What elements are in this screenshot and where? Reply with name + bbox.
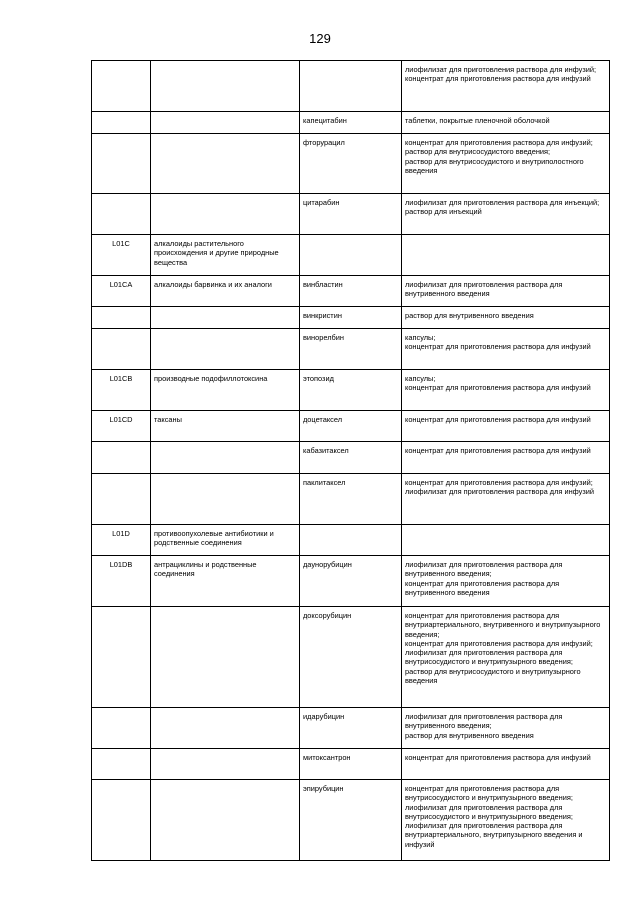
table-row	[92, 556, 610, 607]
dosage-form-cell: раствор для внутривенного введения	[402, 307, 610, 329]
table-body	[92, 61, 610, 861]
pharmacological-group-cell: антрациклины и родственные соединения	[151, 556, 300, 607]
dosage-form-cell: концентрат для приготовления раствора для инфузий	[402, 411, 610, 442]
dosage-form-cell: лиофилизат для приготовления раствора для инъекций; раствор для инъекций	[402, 194, 610, 235]
table-row	[92, 112, 610, 134]
table-row	[92, 474, 610, 525]
drug-name-cell: эпирубицин	[300, 780, 402, 861]
dosage-form-cell	[402, 235, 610, 276]
atc-code-cell	[92, 134, 151, 194]
atc-code-cell	[92, 194, 151, 235]
drug-name-cell: цитарабин	[300, 194, 402, 235]
pharmacological-group-cell	[151, 329, 300, 370]
atc-code-cell: L01CA	[92, 276, 151, 307]
table-row	[92, 442, 610, 474]
atc-code-cell: L01CD	[92, 411, 151, 442]
drug-name-cell: винкристин	[300, 307, 402, 329]
table-row	[92, 708, 610, 749]
atc-code-cell: L01CB	[92, 370, 151, 411]
pharmacological-group-cell: противоопухолевые антибиотики и родственные соединения	[151, 525, 300, 556]
drug-name-cell: митоксантрон	[300, 749, 402, 780]
atc-code-cell: L01D	[92, 525, 151, 556]
pharmacological-group-cell	[151, 442, 300, 474]
dosage-form-cell	[402, 525, 610, 556]
dosage-form-cell: капсулы; концентрат для приготовления раствора для инфузий	[402, 370, 610, 411]
atc-code-cell	[92, 61, 151, 112]
table-row	[92, 607, 610, 708]
atc-code-cell	[92, 708, 151, 749]
table-row	[92, 134, 610, 194]
table-row	[92, 307, 610, 329]
pharmacological-group-cell	[151, 112, 300, 134]
atc-code-cell	[92, 474, 151, 525]
drug-name-cell: винорелбин	[300, 329, 402, 370]
table-row	[92, 749, 610, 780]
atc-code-cell	[92, 780, 151, 861]
table-row	[92, 235, 610, 276]
table-row	[92, 370, 610, 411]
drug-name-cell	[300, 61, 402, 112]
dosage-form-cell: концентрат для приготовления раствора для инфузий	[402, 749, 610, 780]
dosage-form-cell: концентрат для приготовления раствора для инфузий; лиофилизат для приготовления раствора для инфузий	[402, 474, 610, 525]
pharmacological-group-cell	[151, 749, 300, 780]
pharmacological-group-cell: алкалоиды барвинка и их аналоги	[151, 276, 300, 307]
dosage-form-cell: лиофилизат для приготовления раствора для внутривенного введения	[402, 276, 610, 307]
atc-code-cell	[92, 112, 151, 134]
drug-name-cell: винбластин	[300, 276, 402, 307]
drug-name-cell	[300, 235, 402, 276]
drug-name-cell: доцетаксел	[300, 411, 402, 442]
drug-name-cell: паклитаксел	[300, 474, 402, 525]
dosage-form-cell: лиофилизат для приготовления раствора для внутривенного введения; концентрат для приготовления раствора для внутривенного введения	[402, 556, 610, 607]
dosage-form-cell: концентрат для приготовления раствора для инфузий; раствор для внутрисосудистого введения; раствор для внутрисосудистого и внутриполостного введения	[402, 134, 610, 194]
dosage-form-cell: концентрат для приготовления раствора для внутриартериального, внутривенного и внутрипузырного введения; концентрат для приготовления раствора для инфузий; лиофилизат для приготовления раствора для внутрисосудистого и внутрипузырного введения; раствор для внутрисосудистого и внутрипузырного введения	[402, 607, 610, 708]
dosage-form-cell: капсулы; концентрат для приготовления раствора для инфузий	[402, 329, 610, 370]
dosage-form-cell: концентрат для приготовления раствора для инфузий	[402, 442, 610, 474]
atc-code-cell	[92, 329, 151, 370]
atc-code-cell	[92, 607, 151, 708]
pharmacological-group-cell: производные подофиллотоксина	[151, 370, 300, 411]
drug-name-cell: идарубицин	[300, 708, 402, 749]
drug-name-cell: этопозид	[300, 370, 402, 411]
atc-code-cell: L01DB	[92, 556, 151, 607]
atc-code-cell: L01C	[92, 235, 151, 276]
drug-name-cell: фторурацил	[300, 134, 402, 194]
dosage-form-cell: лиофилизат для приготовления раствора для инфузий; концентрат для приготовления раствора для инфузий	[402, 61, 610, 112]
atc-code-cell	[92, 307, 151, 329]
table-row	[92, 411, 610, 442]
page-number: 129	[309, 31, 331, 46]
drug-name-cell: кабазитаксел	[300, 442, 402, 474]
medication-table	[91, 60, 610, 861]
pharmacological-group-cell: алкалоиды растительного происхождения и другие природные вещества	[151, 235, 300, 276]
table-row	[92, 276, 610, 307]
pharmacological-group-cell	[151, 607, 300, 708]
pharmacological-group-cell: таксаны	[151, 411, 300, 442]
pharmacological-group-cell	[151, 134, 300, 194]
table-row	[92, 329, 610, 370]
table-row	[92, 61, 610, 112]
drug-name-cell	[300, 525, 402, 556]
table-row	[92, 525, 610, 556]
dosage-form-cell: таблетки, покрытые пленочной оболочкой	[402, 112, 610, 134]
pharmacological-group-cell	[151, 780, 300, 861]
drug-name-cell: доксорубицин	[300, 607, 402, 708]
drug-name-cell: даунорубицин	[300, 556, 402, 607]
pharmacological-group-cell	[151, 61, 300, 112]
dosage-form-cell: концентрат для приготовления раствора для внутрисосудистого и внутрипузырного введения; лиофилизат для приготовления раствора для внутрисосудистого и внутрипузырного введения; лиофилизат для приготовления раствора для внутриартериального, внутрипузырного введения и инфузий	[402, 780, 610, 861]
atc-code-cell	[92, 442, 151, 474]
atc-code-cell	[92, 749, 151, 780]
pharmacological-group-cell	[151, 307, 300, 329]
table-row	[92, 780, 610, 861]
pharmacological-group-cell	[151, 474, 300, 525]
dosage-form-cell: лиофилизат для приготовления раствора для внутривенного введения; раствор для внутривенного введения	[402, 708, 610, 749]
pharmacological-group-cell	[151, 708, 300, 749]
table-row	[92, 194, 610, 235]
pharmacological-group-cell	[151, 194, 300, 235]
drug-name-cell: капецитабин	[300, 112, 402, 134]
